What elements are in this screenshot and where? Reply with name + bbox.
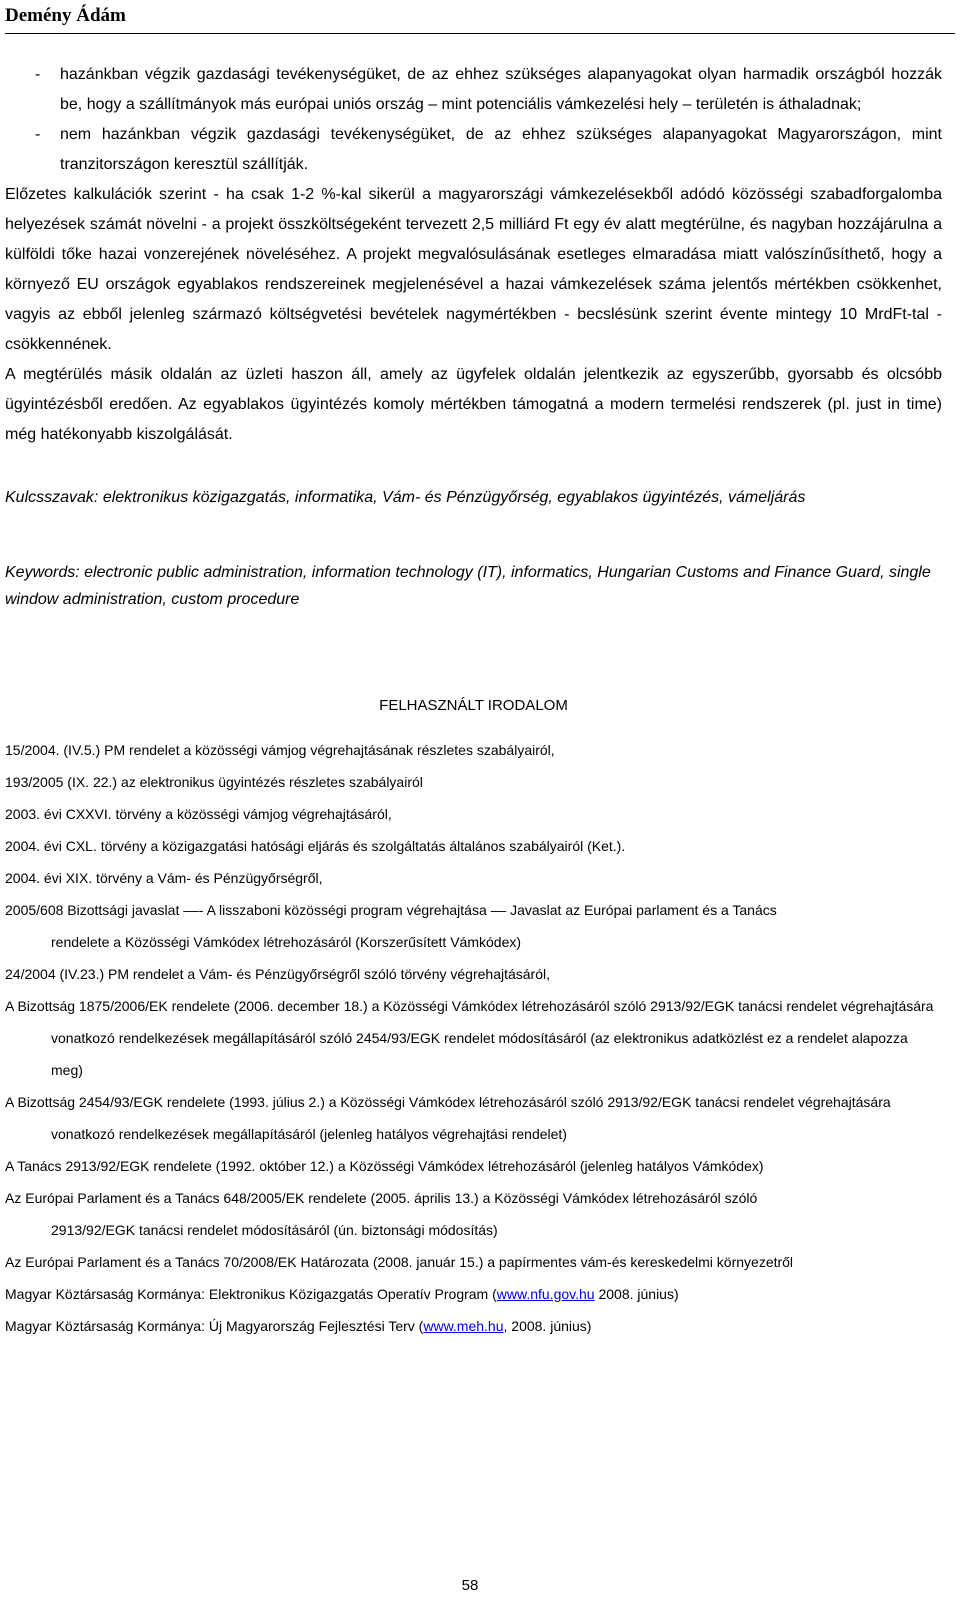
keywords-hungarian: Kulcsszavak: elektronikus közigazgatás, informatika, Vám- és Pénzügyőrség, egyablakos ügyintézés, vámeljárás (5, 489, 806, 506)
page-header (5, 3, 955, 34)
reference-item: 193/2005 (IX. 22.) az elektronikus ügyintézés részletes szabályairól (5, 774, 423, 790)
reference-item: A Bizottság 1875/2006/EK rendelete (2006. december 18.) a Közösségi Vámkódex létrehozásáról szóló 2913/92/EGK tanácsi rendelet végrehajtására vonatkozó rendelkezések megállapításáról szóló 2454/93/EGK rendelet módosításáról (az elektronikus adatközlést ez a rendelet alapozza meg) (5, 998, 934, 1078)
reference-text: Magyar Köztársaság Kormánya: Új Magyarország Fejlesztési Terv ( (5, 1318, 424, 1334)
page-number: 58 (461, 1577, 479, 1594)
paragraph: Előzetes kalkulációk szerint - ha csak 1-2 %-kal sikerül a magyarországi vámkezelésekből adódó közösségi szabadforgalomba helyezések számát növelni - a projekt összköltségeként tervezett 2,5 milliárd Ft egy év alatt megtérülne, és nagyban hozzájárulna a külföldi tőke hazai vonzerejének növeléséhez. A projekt megvalósulásának esetleges elmaradása miatt valószínűsíthető, hogy a környező EU országok egyablakos rendszereinek megjelenésével a hazai vámkezelések száma jelentős mértékben csökkenhet, vagyis az ebből jelenleg származó költségvetési bevételek nagymértékben - becslésünk szerint évente mintegy 10 MrdFt-tal - csökkennének. (5, 186, 942, 353)
reference-text: 2008. június) (594, 1286, 679, 1302)
reference-item: 24/2004 (IV.23.) PM rendelet a Vám- és Pénzügyőrségről szóló törvény végrehajtásáról, (5, 966, 551, 982)
bullet-dash: - (35, 126, 41, 143)
bullet-dash: - (35, 66, 41, 83)
reference-item: 15/2004. (IV.5.) PM rendelet a közösségi vámjog végrehajtásának részletes szabályairól, (5, 742, 555, 758)
nfu-link[interactable]: www.nfu.gov.hu (496, 1286, 595, 1302)
reference-text: , 2008. június) (503, 1318, 592, 1334)
reference-line: 2005/608 Bizottsági javaslat ––- A lisszaboni közösségi program végrehajtása –– Javaslat az Európai parlament és a Tanács (5, 902, 777, 918)
reference-text: Magyar Köztársaság Kormánya: Elektronikus Közigazgatás Operatív Program ( (5, 1286, 497, 1302)
reference-item (5, 1182, 942, 1246)
document-body (5, 60, 942, 1342)
reference-item: 2004. évi XIX. törvény a Vám- és Pénzügyőrségről, (5, 870, 323, 886)
list-item (5, 120, 942, 180)
list-item-text: hazánkban végzik gazdasági tevékenységüket, de az ehhez szükséges alapanyagokat olyan harmadik országból hozzák be, hogy a szállítmányok más európai uniós ország – mint potenciális vámkezelési hely – területén is áthaladnak; (60, 66, 942, 113)
reference-item: Az Európai Parlament és a Tanács 70/2008/EK Határozata (2008. január 15.) a papírmentes vám-és kereskedelmi környezetről (5, 1254, 794, 1270)
references-heading: FELHASZNÁLT IRODALOM (379, 697, 568, 714)
paragraph: A megtérülés másik oldalán az üzleti haszon áll, amely az ügyfelek oldalán jelentkezik az egyszerűbb, gyorsabb és olcsóbb ügyintézésből eredően. Az egyablakos ügyintézés komoly mértékben támogatná a modern termelési rendszerek (pl. just in time) még hatékonyabb kiszolgálását. (5, 366, 942, 443)
reference-item (5, 1310, 942, 1342)
keywords-english: Keywords: electronic public administration, information technology (IT), informatics, Hungarian Customs and Finance Guard, single window administration, custom procedure (5, 564, 931, 608)
reference-item (5, 1278, 942, 1310)
reference-item (5, 894, 942, 958)
references-list (5, 734, 942, 1342)
list-item (5, 60, 942, 120)
reference-line: 2913/92/EGK tanácsi rendelet módosításáról (ún. biztonsági módosítás) (51, 1222, 498, 1238)
reference-item: A Tanács 2913/92/EGK rendelete (1992. október 12.) a Közösségi Vámkódex létrehozásáról (jelenleg hatályos Vámkódex) (5, 1158, 764, 1174)
list-item-text: nem hazánkban végzik gazdasági tevékenységüket, de az ehhez szükséges alapanyagokat Magyarországon, mint tranzitországon keresztül szállítják. (60, 126, 942, 173)
reference-line: Az Európai Parlament és a Tanács 648/2005/EK rendelete (2005. április 13.) a Közösségi Vámkódex létrehozásáról szóló (5, 1190, 758, 1206)
meh-link[interactable]: www.meh.hu (423, 1318, 504, 1334)
author-name: Demény Ádám (5, 5, 126, 26)
reference-item: A Bizottság 2454/93/EGK rendelete (1993. július 2.) a Közösségi Vámkódex létrehozásáról szóló 2913/92/EGK tanácsi rendelet végrehajtására vonatkozó rendelkezések megállapításáról (jelenleg hatályos végrehajtási rendelet) (5, 1094, 891, 1142)
reference-item: 2004. évi CXL. törvény a közigazgatási hatósági eljárás és szolgáltatás általános szabályairól (Ket.). (5, 838, 626, 854)
reference-line: rendelete a Közösségi Vámkódex létrehozásáról (Korszerűsített Vámkódex) (51, 934, 522, 950)
reference-item: 2003. évi CXXVI. törvény a közösségi vámjog végrehajtásáról, (5, 806, 392, 822)
